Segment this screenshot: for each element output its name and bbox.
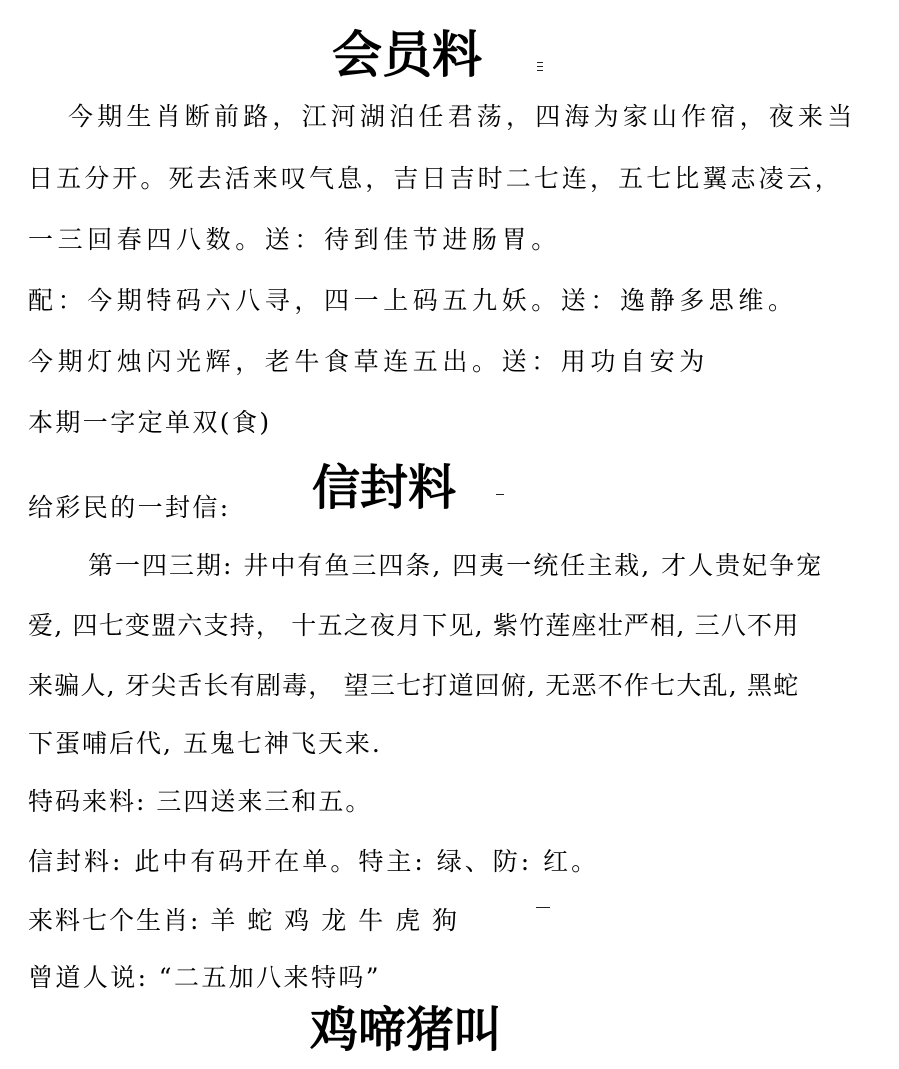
stray-mark — [537, 62, 543, 63]
member-line: 今期灯烛闪光辉，老牛食草连五出。送：用功自安为 — [28, 347, 709, 376]
stray-mark — [536, 907, 550, 908]
special-code-line: 特码来料: 三四送来三和五。 — [28, 787, 373, 816]
letter-poem-line: 爱, 四七变盟六支持， 十五之夜月下见, 紫竹莲座壮严相, 三八不用 — [28, 611, 800, 640]
member-line: 今期生肖断前路，江河湖泊任君荡，四海为家山作宿，夜来当 — [68, 102, 857, 131]
member-line: 日五分开。死去活来叹气息，吉日吉时二七连，五七比翼志凌云， — [28, 164, 843, 193]
footer-title: 鸡啼猪叫 — [310, 1002, 503, 1058]
letter-poem-line: 来骗人, 牙尖舌长有剧毒， 望三七打道回俯, 无恶不作七大乱, 黑蛇 — [28, 671, 800, 700]
member-line: 配：今期特码六八寻，四一上码五九妖。送：逸静多思维。 — [28, 286, 798, 315]
letter-poem-line: 下蛋哺后代, 五鬼七神飞天来. — [28, 729, 382, 758]
member-section-title: 会员料 — [332, 25, 482, 84]
letter-intro: 给彩民的一封信: — [28, 493, 231, 522]
zodiac-line: 来料七个生肖: 羊 蛇 鸡 龙 牛 虎 狗 — [28, 906, 460, 935]
stray-mark — [496, 494, 504, 495]
envelope-note-line: 信封料: 此中有码开在单。特主: 绿、防: 红。 — [28, 847, 600, 876]
member-line: 本期一字定单双(食) — [28, 408, 272, 437]
priest-quote-line: 曾道人说: “二五加八来特吗” — [28, 963, 381, 992]
letter-section-title: 信封料 — [312, 460, 457, 516]
stray-mark — [537, 70, 543, 71]
member-line: 一三回春四八数。送：待到佳节进肠胃。 — [28, 225, 561, 254]
stray-mark — [537, 66, 543, 67]
letter-poem-line: 第一四三期: 井中有鱼三四条, 四夷一统任主栽, 才人贵妃争宠 — [88, 551, 824, 580]
